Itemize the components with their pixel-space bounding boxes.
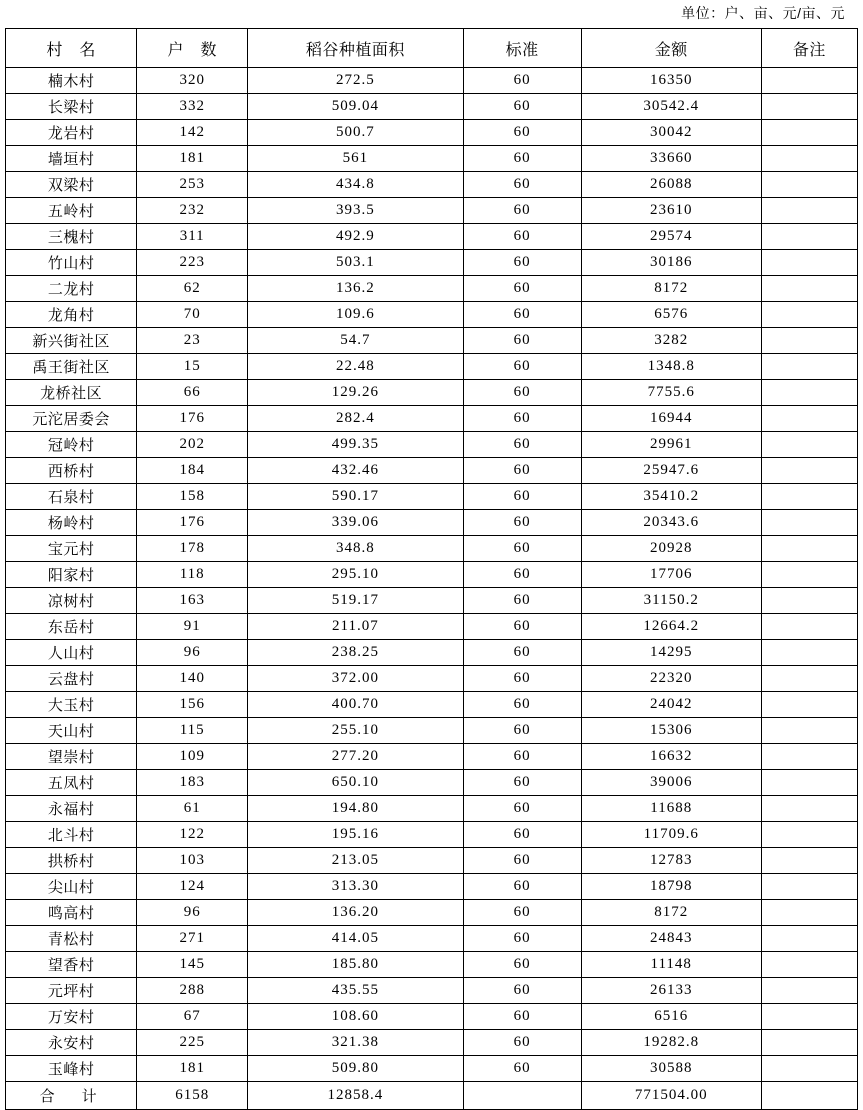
cell-remark: [761, 198, 857, 224]
cell-amount: 14295: [581, 640, 761, 666]
cell-village-name: 人山村: [6, 640, 137, 666]
cell-amount: 20343.6: [581, 510, 761, 536]
header-row: [6, 29, 858, 68]
cell-total-amount: 771504.00: [581, 1082, 761, 1110]
cell-households: 140: [137, 666, 248, 692]
cell-rice-area: 54.7: [248, 328, 463, 354]
cell-rice-area: 414.05: [248, 926, 463, 952]
cell-amount: 17706: [581, 562, 761, 588]
cell-village-name: 长梁村: [6, 94, 137, 120]
cell-standard: 60: [463, 380, 581, 406]
cell-village-name: 鸣高村: [6, 900, 137, 926]
table-header: [6, 29, 858, 68]
cell-standard: 60: [463, 952, 581, 978]
cell-standard: 60: [463, 692, 581, 718]
table-row: [6, 536, 858, 562]
table-row: [6, 484, 858, 510]
cell-standard: 60: [463, 120, 581, 146]
table-body: [6, 68, 858, 1110]
cell-village-name: 龙角村: [6, 302, 137, 328]
cell-remark: [761, 536, 857, 562]
cell-standard: 60: [463, 276, 581, 302]
cell-village-name: 北斗村: [6, 822, 137, 848]
cell-remark: [761, 432, 857, 458]
table-row: [6, 562, 858, 588]
column-header-households: 户 数: [137, 29, 248, 68]
cell-remark: [761, 328, 857, 354]
cell-rice-area: 509.80: [248, 1056, 463, 1082]
cell-rice-area: 277.20: [248, 744, 463, 770]
cell-remark: [761, 172, 857, 198]
cell-standard: 60: [463, 172, 581, 198]
cell-households: 145: [137, 952, 248, 978]
table-row: [6, 510, 858, 536]
cell-standard: 60: [463, 250, 581, 276]
cell-households: 158: [137, 484, 248, 510]
cell-amount: 23610: [581, 198, 761, 224]
cell-standard: 60: [463, 926, 581, 952]
cell-households: 122: [137, 822, 248, 848]
cell-total-remark: [761, 1082, 857, 1110]
table-row: [6, 458, 858, 484]
cell-village-name: 尖山村: [6, 874, 137, 900]
cell-amount: 30186: [581, 250, 761, 276]
cell-rice-area: 211.07: [248, 614, 463, 640]
table-row: [6, 302, 858, 328]
cell-village-name: 大玉村: [6, 692, 137, 718]
cell-standard: 60: [463, 822, 581, 848]
cell-amount: 19282.8: [581, 1030, 761, 1056]
table-row: [6, 900, 858, 926]
cell-remark: [761, 146, 857, 172]
cell-households: 70: [137, 302, 248, 328]
cell-standard: 60: [463, 1030, 581, 1056]
cell-remark: [761, 1056, 857, 1082]
cell-remark: [761, 614, 857, 640]
cell-amount: 1348.8: [581, 354, 761, 380]
table-row: [6, 94, 858, 120]
cell-households: 66: [137, 380, 248, 406]
cell-households: 142: [137, 120, 248, 146]
cell-village-name: 云盘村: [6, 666, 137, 692]
cell-village-name: 竹山村: [6, 250, 137, 276]
cell-village-name: 三槐村: [6, 224, 137, 250]
table-row: [6, 224, 858, 250]
cell-amount: 15306: [581, 718, 761, 744]
cell-standard: 60: [463, 406, 581, 432]
table-row: [6, 406, 858, 432]
table-row: [6, 1030, 858, 1056]
cell-village-name: 天山村: [6, 718, 137, 744]
cell-remark: [761, 510, 857, 536]
cell-remark: [761, 380, 857, 406]
cell-village-name: 西桥村: [6, 458, 137, 484]
cell-remark: [761, 848, 857, 874]
cell-households: 202: [137, 432, 248, 458]
cell-rice-area: 348.8: [248, 536, 463, 562]
table-row: [6, 666, 858, 692]
cell-rice-area: 109.6: [248, 302, 463, 328]
cell-remark: [761, 666, 857, 692]
cell-households: 183: [137, 770, 248, 796]
cell-amount: 26133: [581, 978, 761, 1004]
cell-remark: [761, 822, 857, 848]
cell-standard: 60: [463, 458, 581, 484]
cell-households: 184: [137, 458, 248, 484]
table-row: [6, 432, 858, 458]
table-total-row: [6, 1082, 858, 1110]
cell-amount: 12664.2: [581, 614, 761, 640]
cell-village-name: 冠岭村: [6, 432, 137, 458]
cell-remark: [761, 770, 857, 796]
cell-village-name: 万安村: [6, 1004, 137, 1030]
cell-standard: 60: [463, 68, 581, 94]
cell-remark: [761, 900, 857, 926]
table-row: [6, 1004, 858, 1030]
cell-rice-area: 195.16: [248, 822, 463, 848]
cell-remark: [761, 978, 857, 1004]
table-row: [6, 978, 858, 1004]
cell-households: 163: [137, 588, 248, 614]
cell-rice-area: 339.06: [248, 510, 463, 536]
cell-amount: 18798: [581, 874, 761, 900]
cell-amount: 31150.2: [581, 588, 761, 614]
cell-rice-area: 295.10: [248, 562, 463, 588]
cell-amount: 6576: [581, 302, 761, 328]
cell-remark: [761, 796, 857, 822]
cell-village-name: 永福村: [6, 796, 137, 822]
cell-households: 115: [137, 718, 248, 744]
cell-rice-area: 255.10: [248, 718, 463, 744]
table-row: [6, 718, 858, 744]
table-row: [6, 640, 858, 666]
cell-amount: 24843: [581, 926, 761, 952]
cell-rice-area: 500.7: [248, 120, 463, 146]
column-header-amount: 金额: [581, 29, 761, 68]
cell-village-name: 五凤村: [6, 770, 137, 796]
cell-standard: 60: [463, 484, 581, 510]
table-row: [6, 198, 858, 224]
cell-rice-area: 136.20: [248, 900, 463, 926]
cell-amount: 11688: [581, 796, 761, 822]
cell-village-name: 新兴街社区: [6, 328, 137, 354]
cell-households: 156: [137, 692, 248, 718]
cell-rice-area: 590.17: [248, 484, 463, 510]
cell-households: 109: [137, 744, 248, 770]
table-row: [6, 120, 858, 146]
cell-village-name: 阳家村: [6, 562, 137, 588]
cell-rice-area: 136.2: [248, 276, 463, 302]
cell-rice-area: 313.30: [248, 874, 463, 900]
table-row: [6, 172, 858, 198]
cell-households: 67: [137, 1004, 248, 1030]
cell-households: 91: [137, 614, 248, 640]
cell-rice-area: 499.35: [248, 432, 463, 458]
cell-households: 225: [137, 1030, 248, 1056]
cell-amount: 8172: [581, 900, 761, 926]
cell-standard: 60: [463, 328, 581, 354]
cell-amount: 29961: [581, 432, 761, 458]
cell-village-name: 楠木村: [6, 68, 137, 94]
cell-rice-area: 22.48: [248, 354, 463, 380]
cell-households: 271: [137, 926, 248, 952]
cell-households: 124: [137, 874, 248, 900]
table-row: [6, 1056, 858, 1082]
cell-remark: [761, 354, 857, 380]
cell-standard: 60: [463, 666, 581, 692]
cell-rice-area: 238.25: [248, 640, 463, 666]
cell-remark: [761, 302, 857, 328]
table-row: [6, 744, 858, 770]
cell-standard: 60: [463, 1056, 581, 1082]
cell-remark: [761, 718, 857, 744]
cell-amount: 26088: [581, 172, 761, 198]
cell-amount: 16350: [581, 68, 761, 94]
column-header-standard: 标准: [463, 29, 581, 68]
cell-village-name: 石泉村: [6, 484, 137, 510]
cell-households: 253: [137, 172, 248, 198]
table-row: [6, 354, 858, 380]
table-row: [6, 146, 858, 172]
cell-rice-area: 272.5: [248, 68, 463, 94]
cell-rice-area: 213.05: [248, 848, 463, 874]
cell-remark: [761, 692, 857, 718]
cell-amount: 20928: [581, 536, 761, 562]
table-row: [6, 796, 858, 822]
cell-village-name: 望崇村: [6, 744, 137, 770]
cell-rice-area: 509.04: [248, 94, 463, 120]
cell-rice-area: 372.00: [248, 666, 463, 692]
cell-amount: 16632: [581, 744, 761, 770]
cell-rice-area: 434.8: [248, 172, 463, 198]
cell-households: 178: [137, 536, 248, 562]
cell-remark: [761, 1030, 857, 1056]
cell-standard: 60: [463, 874, 581, 900]
cell-amount: 11148: [581, 952, 761, 978]
cell-remark: [761, 250, 857, 276]
cell-rice-area: 185.80: [248, 952, 463, 978]
cell-village-name: 青松村: [6, 926, 137, 952]
cell-rice-area: 129.26: [248, 380, 463, 406]
cell-standard: 60: [463, 562, 581, 588]
cell-amount: 6516: [581, 1004, 761, 1030]
cell-rice-area: 321.38: [248, 1030, 463, 1056]
cell-standard: 60: [463, 432, 581, 458]
cell-rice-area: 561: [248, 146, 463, 172]
cell-households: 223: [137, 250, 248, 276]
cell-standard: 60: [463, 510, 581, 536]
cell-amount: 33660: [581, 146, 761, 172]
cell-village-name: 宝元村: [6, 536, 137, 562]
cell-remark: [761, 68, 857, 94]
cell-households: 96: [137, 640, 248, 666]
cell-households: 332: [137, 94, 248, 120]
cell-rice-area: 400.70: [248, 692, 463, 718]
cell-village-name: 望香村: [6, 952, 137, 978]
table-row: [6, 770, 858, 796]
cell-standard: 60: [463, 770, 581, 796]
cell-village-name: 禹王街社区: [6, 354, 137, 380]
cell-households: 176: [137, 510, 248, 536]
cell-remark: [761, 744, 857, 770]
cell-rice-area: 519.17: [248, 588, 463, 614]
cell-remark: [761, 874, 857, 900]
cell-amount: 35410.2: [581, 484, 761, 510]
cell-remark: [761, 406, 857, 432]
cell-amount: 30542.4: [581, 94, 761, 120]
cell-households: 311: [137, 224, 248, 250]
cell-standard: 60: [463, 146, 581, 172]
cell-village-name: 元坪村: [6, 978, 137, 1004]
cell-village-name: 永安村: [6, 1030, 137, 1056]
cell-households: 320: [137, 68, 248, 94]
cell-standard: 60: [463, 900, 581, 926]
cell-remark: [761, 458, 857, 484]
cell-standard: 60: [463, 354, 581, 380]
table-row: [6, 874, 858, 900]
cell-standard: 60: [463, 224, 581, 250]
cell-amount: 30588: [581, 1056, 761, 1082]
cell-rice-area: 393.5: [248, 198, 463, 224]
table-row: [6, 68, 858, 94]
cell-standard: 60: [463, 614, 581, 640]
cell-amount: 39006: [581, 770, 761, 796]
table-row: [6, 822, 858, 848]
cell-amount: 25947.6: [581, 458, 761, 484]
village-rice-subsidy-table: [5, 28, 858, 1110]
table-row: [6, 614, 858, 640]
cell-village-name: 拱桥村: [6, 848, 137, 874]
cell-standard: 60: [463, 640, 581, 666]
cell-remark: [761, 640, 857, 666]
cell-rice-area: 503.1: [248, 250, 463, 276]
column-header-village-name: 村 名: [6, 29, 137, 68]
cell-standard: 60: [463, 536, 581, 562]
cell-amount: 12783: [581, 848, 761, 874]
cell-rice-area: 432.46: [248, 458, 463, 484]
table-row: [6, 328, 858, 354]
cell-remark: [761, 1004, 857, 1030]
cell-amount: 30042: [581, 120, 761, 146]
cell-households: 62: [137, 276, 248, 302]
cell-standard: 60: [463, 1004, 581, 1030]
cell-households: 232: [137, 198, 248, 224]
cell-households: 96: [137, 900, 248, 926]
cell-rice-area: 492.9: [248, 224, 463, 250]
cell-total-label: 合 计: [6, 1082, 137, 1110]
cell-amount: 29574: [581, 224, 761, 250]
cell-amount: 7755.6: [581, 380, 761, 406]
cell-remark: [761, 562, 857, 588]
column-header-rice-area: 稻谷种植面积: [248, 29, 463, 68]
cell-rice-area: 435.55: [248, 978, 463, 1004]
cell-remark: [761, 120, 857, 146]
cell-standard: 60: [463, 744, 581, 770]
cell-village-name: 凉树村: [6, 588, 137, 614]
cell-households: 181: [137, 146, 248, 172]
cell-standard: 60: [463, 588, 581, 614]
cell-standard: 60: [463, 848, 581, 874]
cell-amount: 3282: [581, 328, 761, 354]
cell-rice-area: 282.4: [248, 406, 463, 432]
cell-households: 118: [137, 562, 248, 588]
cell-amount: 16944: [581, 406, 761, 432]
cell-standard: 60: [463, 978, 581, 1004]
cell-village-name: 龙桥社区: [6, 380, 137, 406]
cell-village-name: 龙岩村: [6, 120, 137, 146]
cell-rice-area: 650.10: [248, 770, 463, 796]
cell-amount: 11709.6: [581, 822, 761, 848]
cell-standard: 60: [463, 94, 581, 120]
cell-amount: 8172: [581, 276, 761, 302]
cell-remark: [761, 94, 857, 120]
cell-village-name: 五岭村: [6, 198, 137, 224]
cell-village-name: 杨岭村: [6, 510, 137, 536]
table-row: [6, 848, 858, 874]
table-row: [6, 250, 858, 276]
cell-village-name: 元沱居委会: [6, 406, 137, 432]
table-row: [6, 952, 858, 978]
cell-households: 181: [137, 1056, 248, 1082]
cell-standard: 60: [463, 302, 581, 328]
cell-total-rice-area: 12858.4: [248, 1082, 463, 1110]
table-row: [6, 380, 858, 406]
cell-remark: [761, 224, 857, 250]
cell-remark: [761, 588, 857, 614]
cell-amount: 22320: [581, 666, 761, 692]
table-row: [6, 588, 858, 614]
cell-village-name: 双梁村: [6, 172, 137, 198]
cell-standard: 60: [463, 198, 581, 224]
table-row: [6, 926, 858, 952]
cell-village-name: 东岳村: [6, 614, 137, 640]
cell-remark: [761, 484, 857, 510]
cell-households: 103: [137, 848, 248, 874]
cell-remark: [761, 276, 857, 302]
cell-amount: 24042: [581, 692, 761, 718]
cell-village-name: 二龙村: [6, 276, 137, 302]
column-header-remark: 备注: [761, 29, 857, 68]
cell-village-name: 玉峰村: [6, 1056, 137, 1082]
cell-households: 176: [137, 406, 248, 432]
cell-standard: 60: [463, 718, 581, 744]
cell-households: 61: [137, 796, 248, 822]
unit-note: 单位：户、亩、元/亩、元: [681, 5, 845, 21]
table-row: [6, 276, 858, 302]
cell-rice-area: 108.60: [248, 1004, 463, 1030]
cell-standard: 60: [463, 796, 581, 822]
cell-households: 15: [137, 354, 248, 380]
cell-households: 23: [137, 328, 248, 354]
table-row: [6, 692, 858, 718]
cell-rice-area: 194.80: [248, 796, 463, 822]
cell-total-households: 6158: [137, 1082, 248, 1110]
cell-households: 288: [137, 978, 248, 1004]
cell-remark: [761, 952, 857, 978]
cell-remark: [761, 926, 857, 952]
cell-village-name: 墙垣村: [6, 146, 137, 172]
cell-total-standard: [463, 1082, 581, 1110]
